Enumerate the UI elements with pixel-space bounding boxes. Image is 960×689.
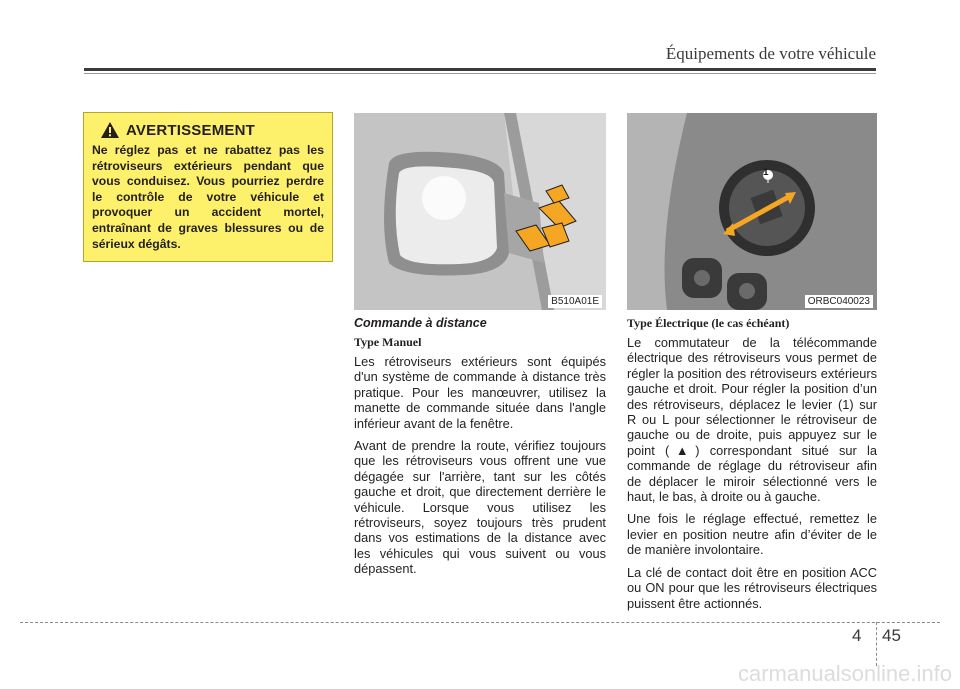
figure-code-left: B510A01E	[548, 295, 602, 308]
header-rule-thin	[84, 73, 876, 74]
electric-column	[627, 316, 877, 611]
footer-divider	[20, 622, 940, 623]
electric-paragraph: La clé de contact doit être en position ACC ou ON pour que les rétroviseurs électriques puissent être actionnés.	[627, 564, 877, 611]
chapter-number: 4	[852, 626, 862, 645]
mirror-illustration	[354, 113, 606, 310]
header-rule	[84, 68, 876, 71]
electric-paragraph: Une fois le réglage effectué, remettez le levier en position neutre afin d’éviter de le de manière involontaire.	[627, 511, 877, 558]
electric-type-heading: Type Électrique (le cas échéant)	[627, 316, 790, 330]
manual-paragraph: Les rétroviseurs extérieurs sont équipés d'un système de commande à distance très pratique. Pour les manœuvrer, utilisez la manette de commande située dans l'angle inférieur avant de la fenêtre.	[354, 354, 606, 431]
manual-paragraph: Avant de prendre la route, vérifiez toujours que les rétroviseurs vous offrent une vue dégagée sur l'arrière, tant sur les côtés gauche et droit, que directement derrière le véhicule. Lorsque vous utilisez les rétroviseurs, soyez toujours très prudent dans vos estimations de la distance avec les véhicules qui vous suivent ou vous dépassent.	[354, 438, 606, 577]
figure-code-right: ORBC040023	[805, 295, 873, 308]
electric-switch-figure	[627, 113, 877, 310]
electric-paragraph: Le commutateur de la télécommande électrique des rétroviseurs vous permet de régler la position des rétroviseurs extérieurs gauche et droit. Pour régler la position d’un des rétroviseurs, déplacez le levier (1) sur R ou L pour sélectionner le rétroviseur de gauche ou de droite, puis appuyez sur le point (▲) correspondant situé sur la commande de réglage du rétroviseur afin de déplacer le miroir sélectionné vers le haut, le bas, à droite ou à gauche.	[627, 335, 877, 505]
page-number-divider	[876, 622, 877, 666]
lever-callout: 1	[763, 167, 769, 178]
warning-header	[100, 121, 324, 139]
switch-illustration	[627, 113, 877, 310]
manual-column	[354, 316, 606, 577]
warning-triangle-icon	[100, 121, 120, 139]
warning-title: AVERTISSEMENT	[126, 121, 256, 139]
remote-control-heading: Commande à distance	[354, 316, 487, 330]
page-number: 45	[882, 626, 901, 645]
warning-text: Ne réglez pas et ne rabattez pas les rétroviseurs extérieurs pendant que vous conduisez. Vous pourriez perdre le contrôle de votre véhicule et provoquer un accident mortel, entraînant de graves blessures ou de sérieux dégâts.	[92, 143, 324, 251]
manual-mirror-figure	[354, 113, 606, 310]
manual-type-heading: Type Manuel	[354, 335, 422, 349]
warning-box	[83, 112, 333, 262]
section-title: Équipements de votre véhicule	[665, 44, 876, 63]
watermark: carmanualsonline.info	[737, 661, 952, 686]
